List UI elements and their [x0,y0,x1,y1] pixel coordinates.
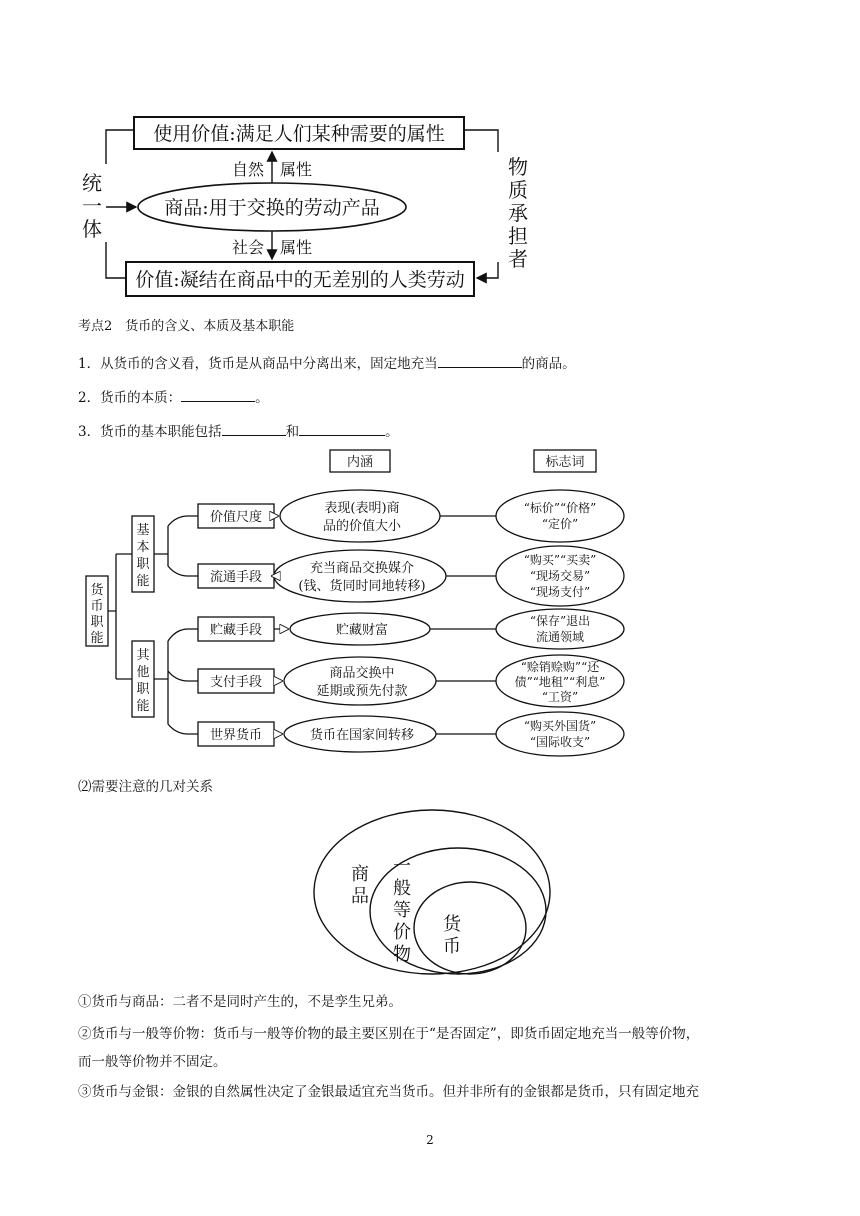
social-label: 社会 [231,238,264,257]
function-name: 支付手段 [209,675,263,690]
function-name: 价值尺度 [209,510,263,525]
basic-char: 基 [136,523,150,538]
q1-text: 1．从货币的含义看，货币是从商品中分离出来，固定地充当 [78,356,438,372]
commodity-char: 商 [351,864,369,885]
note-1: ①货币与商品：二者不是同时产生的，不是孪生兄弟。 [78,994,402,1010]
section-heading: 考点2 货币的含义、本质及基本职能 [78,319,295,334]
relations-subheading: ⑵需要注意的几对关系 [78,779,213,795]
use-value-label: 使用价值:满足人们某种需要的属性 [153,123,445,145]
function-keywords: “购买外国货” [523,719,597,733]
header-meaning: 内涵 [346,455,374,470]
nested-circles-diagram [300,802,560,982]
function-meaning: 充当商品交换媒介 [309,561,415,576]
function-meaning: 延期或预先付款 [316,684,408,699]
q1-text-end: 的商品。 [521,356,576,372]
function-meaning: 贮藏财富 [335,623,389,638]
money-char: 货 [443,914,461,935]
right-label-char: 物 [508,155,528,179]
function-name: 流通手段 [209,570,263,585]
equivalent-char: 等 [393,900,411,921]
equivalent-char: 般 [393,878,411,899]
function-keywords: “购买”“买卖” [523,553,597,567]
right-label-char: 质 [508,178,528,202]
commodity-attributes-diagram [70,112,540,302]
function-keywords: “工资” [541,690,579,704]
money-functions-diagram [76,446,636,760]
question-1 [78,353,576,373]
q1-blank [438,353,522,368]
q3-text-end: 。 [385,424,399,440]
q2-blank [181,387,255,402]
q3-text: 3．货币的基本职能包括 [78,424,222,440]
note-3: ③货币与金银：金银的自然属性决定了金银最适宜充当货币。但并非所有的金银都是货币，只有固定地充 [78,1084,699,1100]
basic-char: 本 [136,540,150,555]
right-label-char: 担 [508,224,528,248]
natural-label: 自然 [231,160,264,179]
money-char: 币 [443,936,461,957]
right-label-char: 承 [508,201,528,225]
function-keywords: “赊销赊购”“还 [520,660,600,674]
root-char: 币 [90,599,104,614]
root-char: 货 [90,583,104,598]
left-label-char: 体 [82,217,102,241]
other-char: 职 [136,682,150,697]
function-keywords: “标价”“价格” [523,501,597,515]
equivalent-char: 一 [393,856,411,877]
right-label-char: 者 [508,247,528,271]
q2-text: 2．货币的本质： [78,390,182,406]
function-keywords: “现场支付” [529,585,591,599]
question-2 [78,387,269,407]
root-char: 能 [90,631,104,646]
function-keywords: “定价” [541,517,579,531]
q3-blank-1 [222,421,286,436]
equivalent-char: 价 [393,922,411,943]
basic-char: 能 [136,574,150,589]
function-keywords: “现场交易” [529,569,591,583]
question-3 [78,421,399,441]
other-char: 能 [136,699,150,714]
root-char: 职 [90,615,104,630]
q2-text-end: 。 [255,390,269,406]
left-label-char: 一 [82,194,102,218]
note-2: ②货币与一般等价物：货币与一般等价物的最主要区别在于“是否固定”，即货币固定地充当一般等价物， [78,1026,700,1042]
function-meaning: 商品交换中 [329,666,395,681]
q3-blank-2 [299,421,385,436]
page-number: 2 [426,1133,434,1147]
function-name: 贮藏手段 [209,623,263,638]
value-label: 价值:凝结在商品中的无差别的人类劳动 [135,269,465,291]
other-char: 其 [136,648,150,663]
function-meaning: 品的价值大小 [322,519,402,534]
header-keywords: 标志词 [545,455,585,470]
function-name: 世界货币 [209,728,263,743]
commodity-char: 品 [351,886,369,907]
function-meaning: (钱、货同时同地转移) [298,579,426,594]
commodity-label: 商品:用于交换的劳动产品 [164,197,380,219]
note-2-continued: 而一般等价物并不固定。 [78,1054,227,1070]
equivalent-char: 物 [393,944,411,965]
natural-attr-label: 属性 [280,160,313,179]
function-keywords: “国际收支” [529,735,591,749]
function-meaning: 表现(表明)商 [324,501,400,516]
basic-char: 职 [136,557,150,572]
function-meaning: 货币在国家间转移 [309,728,415,743]
other-char: 他 [136,665,150,680]
function-keywords: 债”“地租”“利息” [514,675,606,689]
q3-text-mid: 和 [285,424,300,440]
social-attr-label: 属性 [280,238,313,257]
left-label-char: 统 [82,171,102,195]
function-keywords: 流通领域 [535,630,585,644]
function-keywords: “保存”退出 [529,614,591,628]
